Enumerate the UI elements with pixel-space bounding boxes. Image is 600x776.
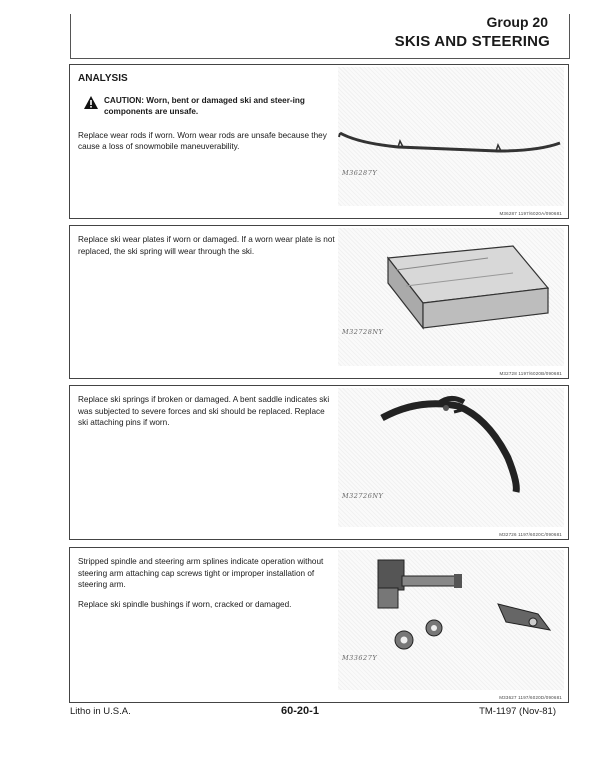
header-rule-right [569,14,570,58]
chapter-title: SKIS AND STEERING [394,33,550,50]
figure-reference: M32726 1197/6020C/090681 [499,532,562,537]
panel-wear-rods [69,64,569,219]
page-number: 60-20-1 [281,705,319,717]
figure-spindle [338,550,564,690]
paragraph: Stripped spindle and steering arm splines indicate operation without steering arm attaching cap screws tight or improper installation of steering arm. [78,557,324,589]
figure-wear-plate [338,228,564,366]
figure-reference: M32728 1197/6020B/090681 [499,371,562,376]
wear-plate-illustration [338,228,566,368]
ski-spring-illustration [338,388,566,528]
paragraph: Replace wear rods if worn. Worn wear rods are unsafe because they cause a loss of snowmobile maneuverability. [78,130,327,151]
panel-text [78,234,336,265]
figure-id: M32726NY [342,492,384,500]
panel-text [78,73,336,161]
footer-left: Litho in U.S.A. [70,706,131,717]
section-title: ANALYSIS [78,73,128,84]
caution-text: CAUTION: Worn, bent or damaged ski and steer-ing components are unsafe. [104,95,305,116]
figure-id: M33627Y [342,654,378,662]
header-rule-bottom [70,58,570,59]
figure-reference: M36287 1197/6020A/090681 [499,211,562,216]
panel-ski-springs [69,385,569,540]
panel-text [78,556,336,618]
figure-reference: M33627 1197/6020D/090681 [499,695,562,700]
figure-id: M32728NY [342,328,384,336]
wear-rod-illustration [338,67,566,207]
paragraph: Replace ski spindle bushings if worn, cracked or damaged. [78,599,292,609]
figure-id: M36287Y [342,169,378,177]
header-rule-left [70,14,71,58]
caution-notice [78,95,336,118]
panel-wear-plates [69,225,569,379]
footer-right: TM-1197 (Nov-81) [479,706,556,717]
figure-wear-rod [338,67,564,206]
panel-text [78,394,336,437]
paragraph: Replace ski wear plates if worn or damaged. If a worn wear plate is not replaced, the ski spring will wear through the ski. [78,235,335,256]
paragraph: Replace ski springs if broken or damaged. A bent saddle indicates ski was subjected to severe forces and ski should be replaced. Replace ski attaching pins if worn. [78,395,330,427]
spindle-illustration [338,550,566,692]
figure-ski-spring [338,388,564,527]
panel-spindle [69,547,569,703]
warning-triangle-icon [84,96,98,109]
group-label: Group 20 [486,14,548,30]
